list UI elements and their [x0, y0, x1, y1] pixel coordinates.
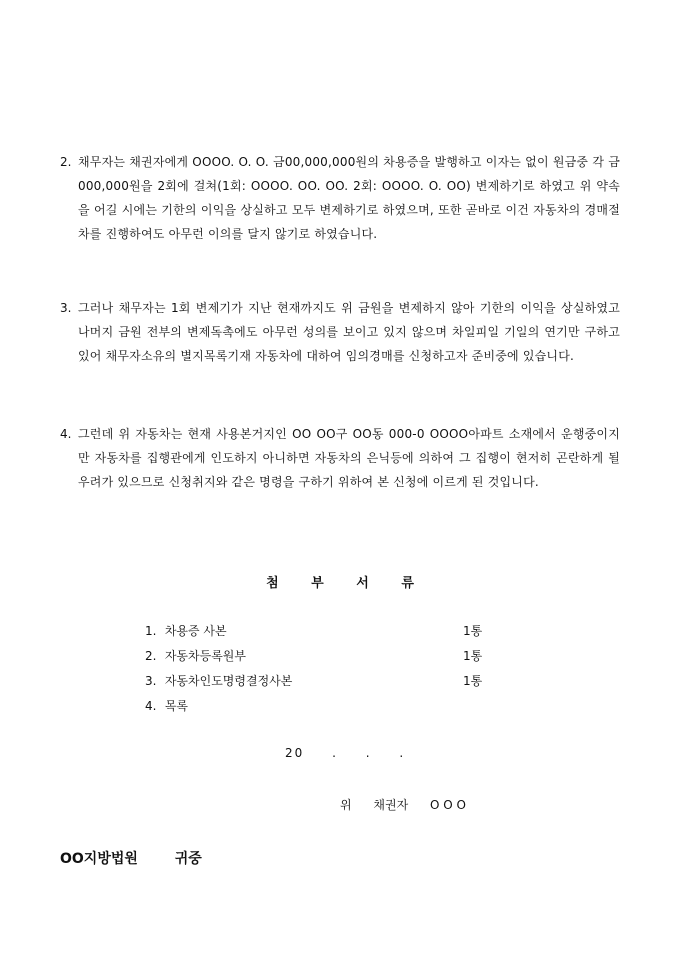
attachment-qty: 1통: [463, 624, 483, 638]
attachment-number: 1.: [145, 624, 157, 638]
attachment-number: 3.: [145, 674, 157, 688]
attachment-label: 목록: [164, 699, 189, 713]
attachment-item: [145, 622, 485, 647]
court-name: OO지방법원: [60, 851, 138, 867]
paragraph-2: [60, 150, 620, 246]
paragraph-text: 그런데 위 자동차는 현재 사용본거지인 OO OO구 OO동 000-0 OOOO아파트 소재에서 운행중이지만 자동차를 집행관에게 인도하지 아니하면 자동차의 은닉등에 의하여 그 집행이 현저히 곤란하게 될 우려가 있으므로 신청취지와 같은 명령을 구하기 위하여 본 신청에 이르게 된 것입니다.: [78, 427, 620, 489]
attachments-title-char: 부: [311, 576, 324, 591]
court-addressee: [60, 848, 234, 868]
paragraph-3: [60, 296, 620, 368]
date-year: 20: [285, 746, 305, 760]
court-suffix: 귀중: [174, 851, 202, 867]
attachment-item: [145, 672, 485, 697]
paragraph-number: 2.: [60, 155, 72, 169]
attachment-qty: 1통: [463, 649, 483, 663]
attachment-qty: 1통: [463, 674, 483, 688]
paragraph-text: 그러나 채무자는 1회 변제기가 지난 현재까지도 위 금원을 변제하지 않아 기한의 이익을 상실하였고 나머지 금원 전부의 변제독촉에도 아무런 성의를 보이고 있지 않으며 차일피일 기일의 연기만 구하고 있어 채무자소유의 별지목록기재 자동차에 대하여 임의경매를 신청하고자 준비중에 있습니다.: [78, 301, 620, 363]
paragraph-text: 채무자는 채권자에게 OOOO. O. O. 금00,000,000원의 차용증을 발행하고 이자는 없이 원금중 각 금000,000원을 2회에 걸쳐(1회: OOOO. OO. OO. 2회: OOOO. O. OO) 변제하기로 하였고 위 약속을 어길 시에는 기한의 이익을 상실하고 모두 변제하기로 하였으며, 또한 곧바로 이건 자동차의 경매절차를 진행하여도 아무런 이의를 달지 않기로 하였습니다.: [78, 155, 620, 241]
attachments-title-char: 류: [401, 576, 414, 591]
date-separator: .: [365, 746, 372, 760]
signature-role: 채권자: [373, 798, 409, 812]
attachment-label: 차용증 사본: [164, 624, 227, 638]
signature-line: [340, 796, 484, 813]
attachment-label: 자동차인도명령결정사본: [164, 674, 293, 688]
paragraph-4: [60, 422, 620, 494]
attachment-item: [145, 647, 485, 672]
paragraph-number: 3.: [60, 301, 72, 315]
attachments-list: [145, 622, 485, 722]
signature-label: 위: [340, 798, 352, 812]
attachments-title-char: 첨: [266, 576, 279, 591]
attachment-item: [145, 697, 485, 722]
signature-name: O O O: [430, 798, 466, 812]
attachment-number: 2.: [145, 649, 157, 663]
attachments-title-char: 서: [356, 576, 369, 591]
date-separator: .: [332, 746, 338, 760]
date-separator: .: [399, 746, 406, 760]
attachment-number: 4.: [145, 699, 157, 713]
paragraph-number: 4.: [60, 427, 72, 441]
attachments-title: [0, 572, 680, 591]
attachment-label: 자동차등록원부: [164, 649, 246, 663]
document-date: [285, 746, 427, 760]
